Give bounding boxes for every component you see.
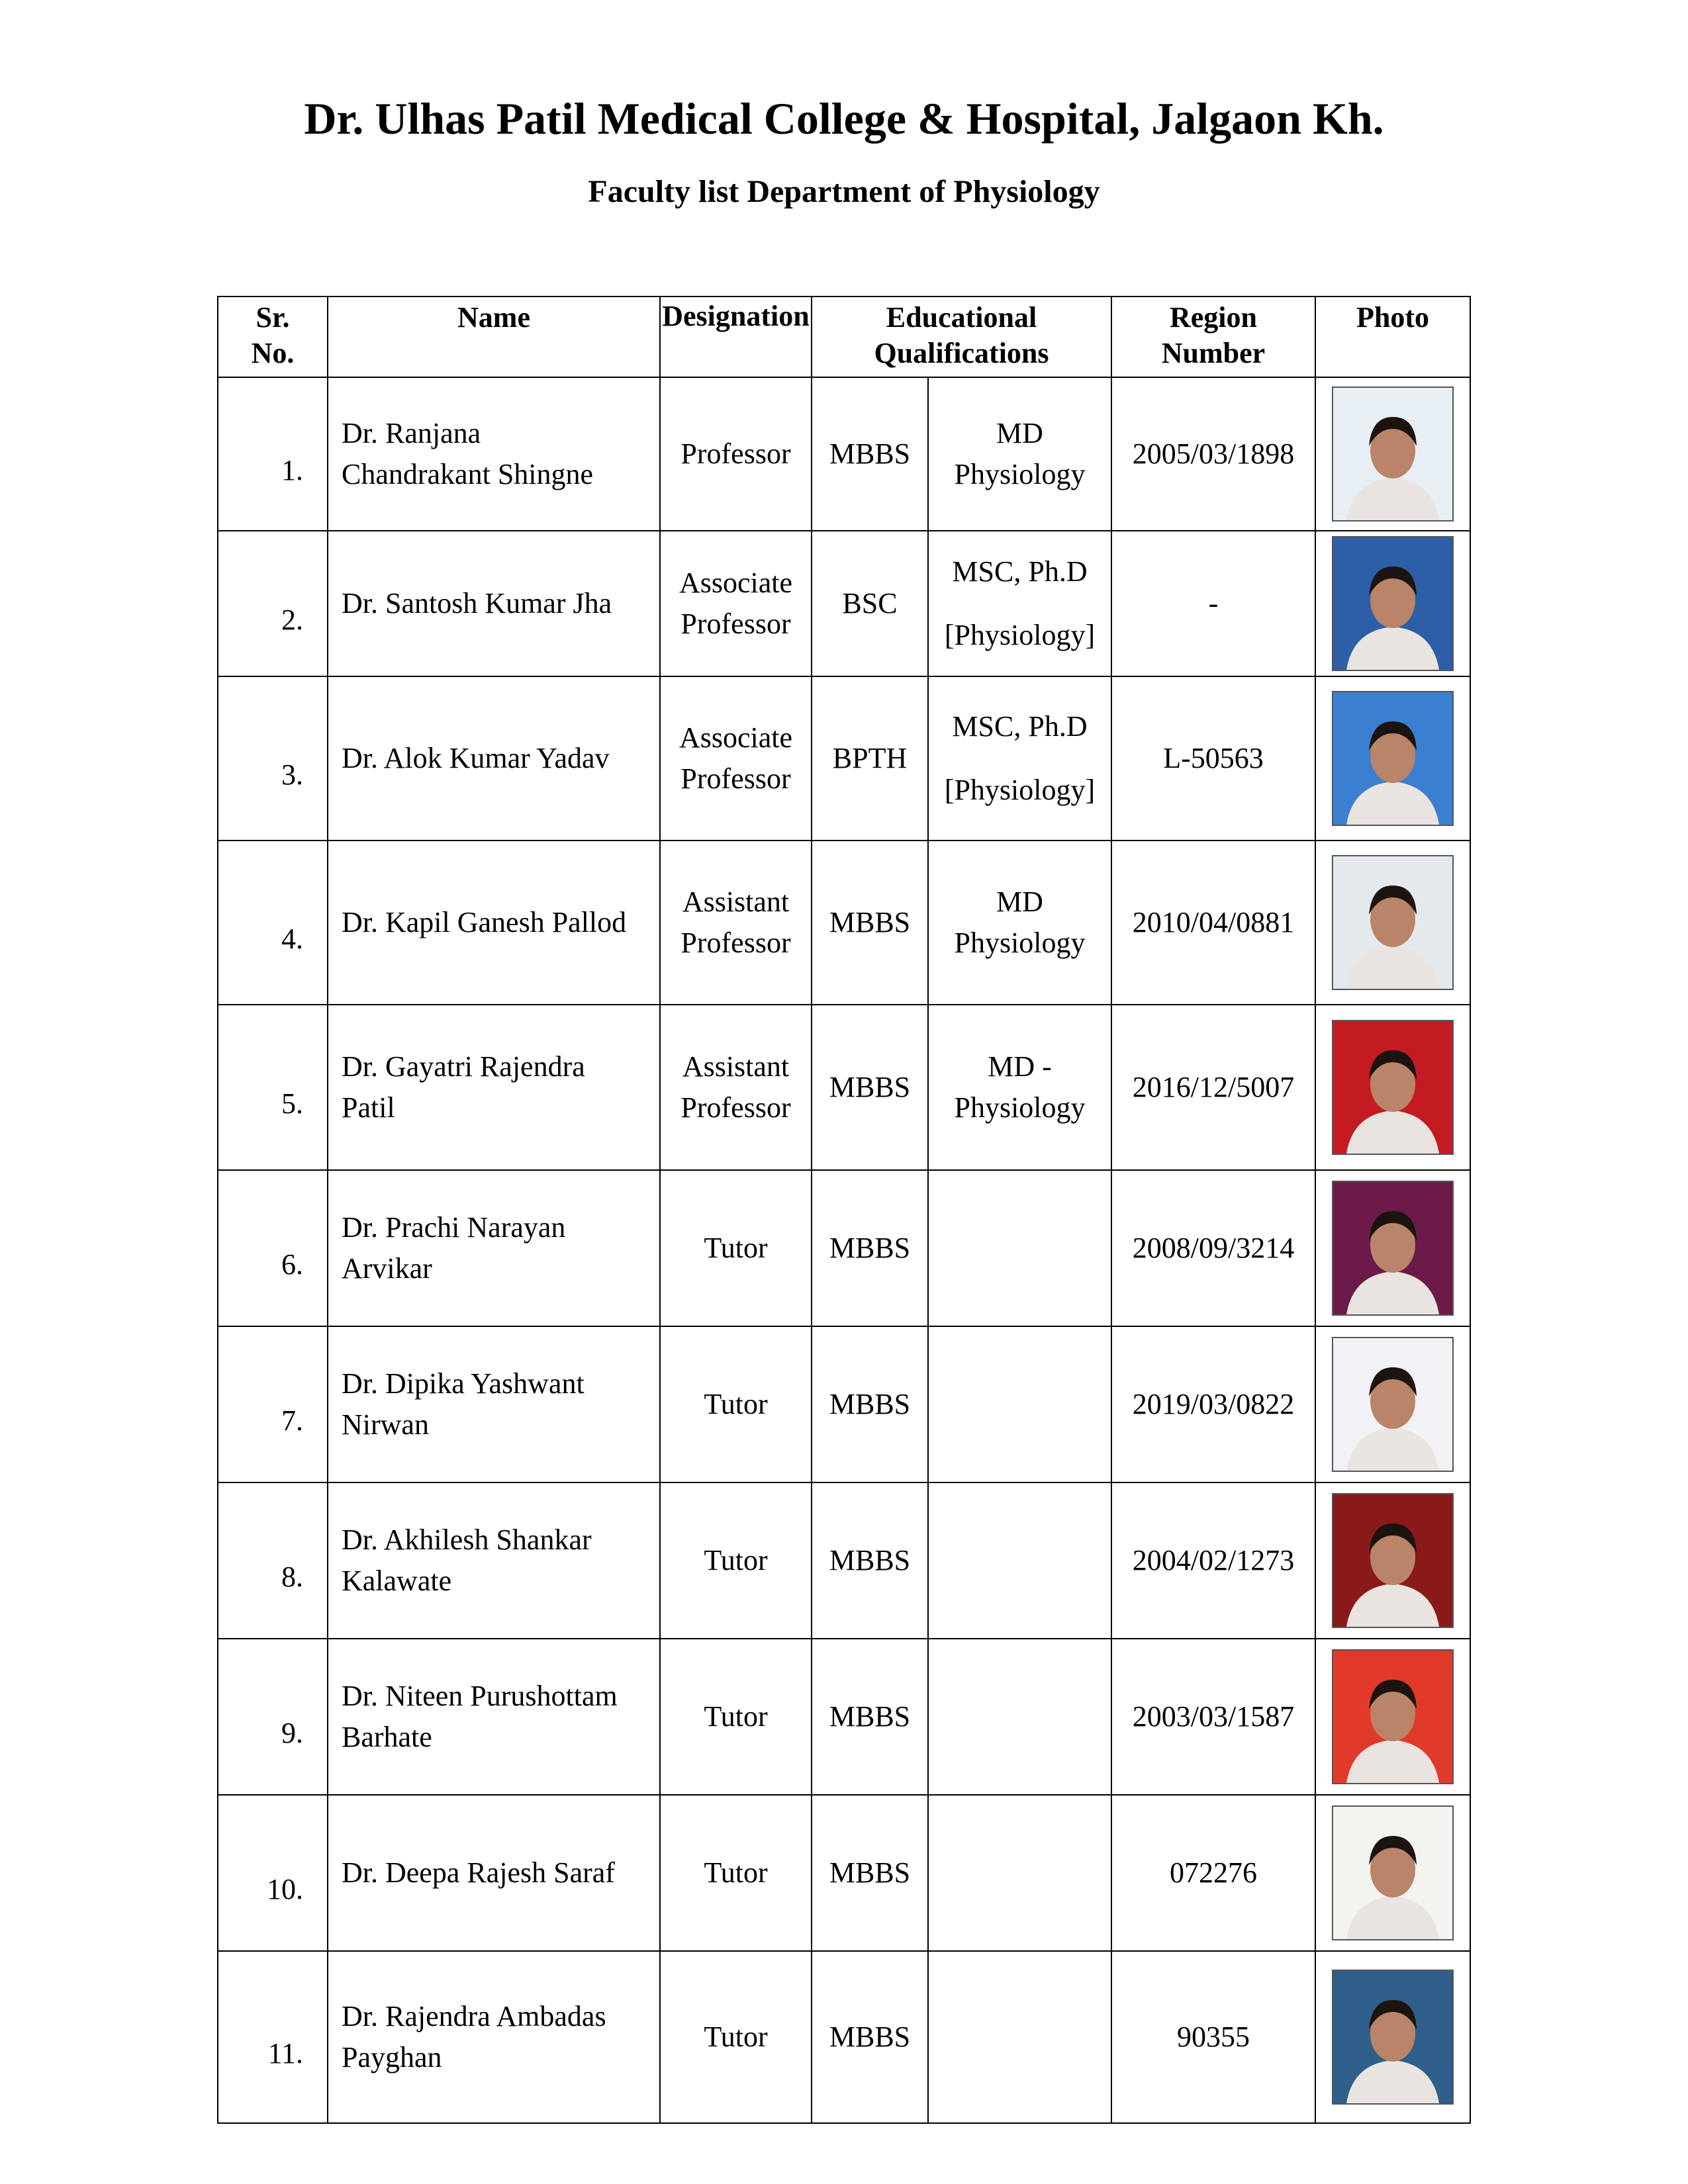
designation: Assistant Professor: [660, 1005, 812, 1170]
table-row: [218, 1639, 1470, 1795]
region-number: 2008/09/3214: [1111, 1170, 1315, 1326]
name-line: Dr. Alok Kumar Yadav: [342, 742, 610, 774]
table-row: [218, 1482, 1470, 1639]
designation: Tutor: [660, 1482, 812, 1639]
name-line: Dr. Ranjana: [342, 417, 481, 449]
faculty-photo: [1332, 1805, 1454, 1940]
region-number: 2003/03/1587: [1111, 1639, 1315, 1795]
sr-number: 7.: [218, 1326, 328, 1482]
faculty-photo: [1332, 1649, 1454, 1784]
photo-cell: [1315, 1170, 1470, 1326]
sr-number: 8.: [218, 1482, 328, 1639]
name-line: Dr. Prachi Narayan: [342, 1211, 566, 1244]
designation: Tutor: [660, 1795, 812, 1951]
ug-qualification: MBBS: [812, 1170, 928, 1326]
sr-number: 10.: [218, 1795, 328, 1951]
ug-qualification: MBBS: [812, 1326, 928, 1482]
faculty-photo: [1332, 1493, 1454, 1628]
faculty-name: [328, 841, 660, 1005]
table-header-row: [218, 296, 1470, 377]
pg-qualification: [928, 1326, 1111, 1482]
faculty-photo: [1332, 1337, 1454, 1472]
faculty-name: [328, 1482, 660, 1639]
name-line: Dr. Akhilesh Shankar: [342, 1524, 592, 1556]
photo-cell: [1315, 1639, 1470, 1795]
photo-cell: [1315, 676, 1470, 841]
ug-qualification: MBBS: [812, 1795, 928, 1951]
name-line: Dr. Niteen Purushottam: [342, 1680, 618, 1712]
region-number: L-50563: [1111, 676, 1315, 841]
name-line: Kalawate: [342, 1565, 452, 1597]
table-row: [218, 1795, 1470, 1951]
faculty-name: [328, 1326, 660, 1482]
table-row: [218, 1005, 1470, 1170]
table-row: [218, 1951, 1470, 2123]
faculty-name: [328, 1005, 660, 1170]
faculty-name: [328, 1639, 660, 1795]
designation: Tutor: [660, 1639, 812, 1795]
region-number: 2010/04/0881: [1111, 841, 1315, 1005]
sr-number: 2.: [218, 531, 328, 676]
region-number: 2016/12/5007: [1111, 1005, 1315, 1170]
page-title: Dr. Ulhas Patil Medical College & Hospital, Jalgaon Kh.: [304, 93, 1384, 144]
name-line: Patil: [342, 1091, 395, 1124]
table-row: [218, 1170, 1470, 1326]
pg-qualification: [928, 1170, 1111, 1326]
pg-qualification: [928, 1795, 1111, 1951]
region-number: 2005/03/1898: [1111, 377, 1315, 531]
col-header-name: Name: [328, 296, 660, 377]
name-line: Chandrakant Shingne: [342, 458, 594, 490]
faculty-photo: [1332, 536, 1454, 671]
faculty-photo: [1332, 1970, 1454, 2105]
faculty-name: [328, 1170, 660, 1326]
pg-qualification: MD Physiology: [928, 841, 1111, 1005]
ug-qualification: MBBS: [812, 1005, 928, 1170]
sr-number: 4.: [218, 841, 328, 1005]
photo-cell: [1315, 1482, 1470, 1639]
pg-qualification: MSC, Ph.D [Physiology]: [928, 676, 1111, 841]
designation: Professor: [660, 377, 812, 531]
faculty-name: [328, 531, 660, 676]
name-line: Barhate: [342, 1721, 432, 1753]
faculty-name: [328, 1795, 660, 1951]
ug-qualification: MBBS: [812, 1482, 928, 1639]
region-number: 2019/03/0822: [1111, 1326, 1315, 1482]
photo-cell: [1315, 1795, 1470, 1951]
faculty-photo: [1332, 1020, 1454, 1155]
faculty-photo: [1332, 691, 1454, 826]
sr-number: 9.: [218, 1639, 328, 1795]
region-number: 2004/02/1273: [1111, 1482, 1315, 1639]
col-header-sr: Sr. No.: [218, 296, 328, 377]
col-header-region: Region Number: [1111, 296, 1315, 377]
name-line: Dr. Kapil Ganesh Pallod: [342, 906, 627, 938]
col-header-photo: Photo: [1315, 296, 1470, 377]
name-line: Dr. Santosh Kumar Jha: [342, 587, 612, 619]
name-line: Nirwan: [342, 1408, 429, 1441]
designation: Tutor: [660, 1170, 812, 1326]
photo-cell: [1315, 1326, 1470, 1482]
sr-number: 11.: [218, 1951, 328, 2123]
region-number: 90355: [1111, 1951, 1315, 2123]
designation: Tutor: [660, 1951, 812, 2123]
table-row: [218, 676, 1470, 841]
ug-qualification: BPTH: [812, 676, 928, 841]
name-line: Arvikar: [342, 1252, 432, 1285]
faculty-name: [328, 377, 660, 531]
ug-qualification: BSC: [812, 531, 928, 676]
sr-number: 3.: [218, 676, 328, 841]
faculty-name: [328, 1951, 660, 2123]
col-header-designation: Designation: [660, 296, 812, 377]
region-number: 072276: [1111, 1795, 1315, 1951]
ug-qualification: MBBS: [812, 377, 928, 531]
pg-qualification: [928, 1639, 1111, 1795]
name-line: Dr. Rajendra Ambadas: [342, 2000, 606, 2032]
photo-cell: [1315, 841, 1470, 1005]
pg-qualification: MSC, Ph.D [Physiology]: [928, 531, 1111, 676]
photo-cell: [1315, 531, 1470, 676]
faculty-photo: [1332, 1181, 1454, 1316]
pg-qualification: MD Physiology: [928, 377, 1111, 531]
designation: Assistant Professor: [660, 841, 812, 1005]
pg-qualification: [928, 1951, 1111, 2123]
photo-cell: [1315, 1951, 1470, 2123]
table-row: [218, 1326, 1470, 1482]
designation: Associate Professor: [660, 531, 812, 676]
table-row: [218, 377, 1470, 531]
name-line: Dr. Dipika Yashwant: [342, 1367, 585, 1400]
page-subtitle: Faculty list Department of Physiology: [588, 174, 1100, 209]
region-number: -: [1111, 531, 1315, 676]
table-row: [218, 531, 1470, 676]
faculty-photo: [1332, 387, 1454, 522]
name-line: Dr. Deepa Rajesh Saraf: [342, 1856, 615, 1889]
col-header-education: Educational Qualifications: [812, 296, 1111, 377]
pg-qualification: [928, 1482, 1111, 1639]
sr-number: 5.: [218, 1005, 328, 1170]
faculty-photo: [1332, 855, 1454, 990]
name-line: Payghan: [342, 2041, 442, 2073]
sr-number: 6.: [218, 1170, 328, 1326]
photo-cell: [1315, 377, 1470, 531]
pg-qualification: MD - Physiology: [928, 1005, 1111, 1170]
sr-number: 1.: [218, 377, 328, 531]
ug-qualification: MBBS: [812, 1639, 928, 1795]
photo-cell: [1315, 1005, 1470, 1170]
designation: Tutor: [660, 1326, 812, 1482]
faculty-name: [328, 676, 660, 841]
ug-qualification: MBBS: [812, 841, 928, 1005]
ug-qualification: MBBS: [812, 1951, 928, 2123]
designation: Associate Professor: [660, 676, 812, 841]
faculty-table: [217, 296, 1471, 2124]
table-row: [218, 841, 1470, 1005]
name-line: Dr. Gayatri Rajendra: [342, 1050, 585, 1083]
